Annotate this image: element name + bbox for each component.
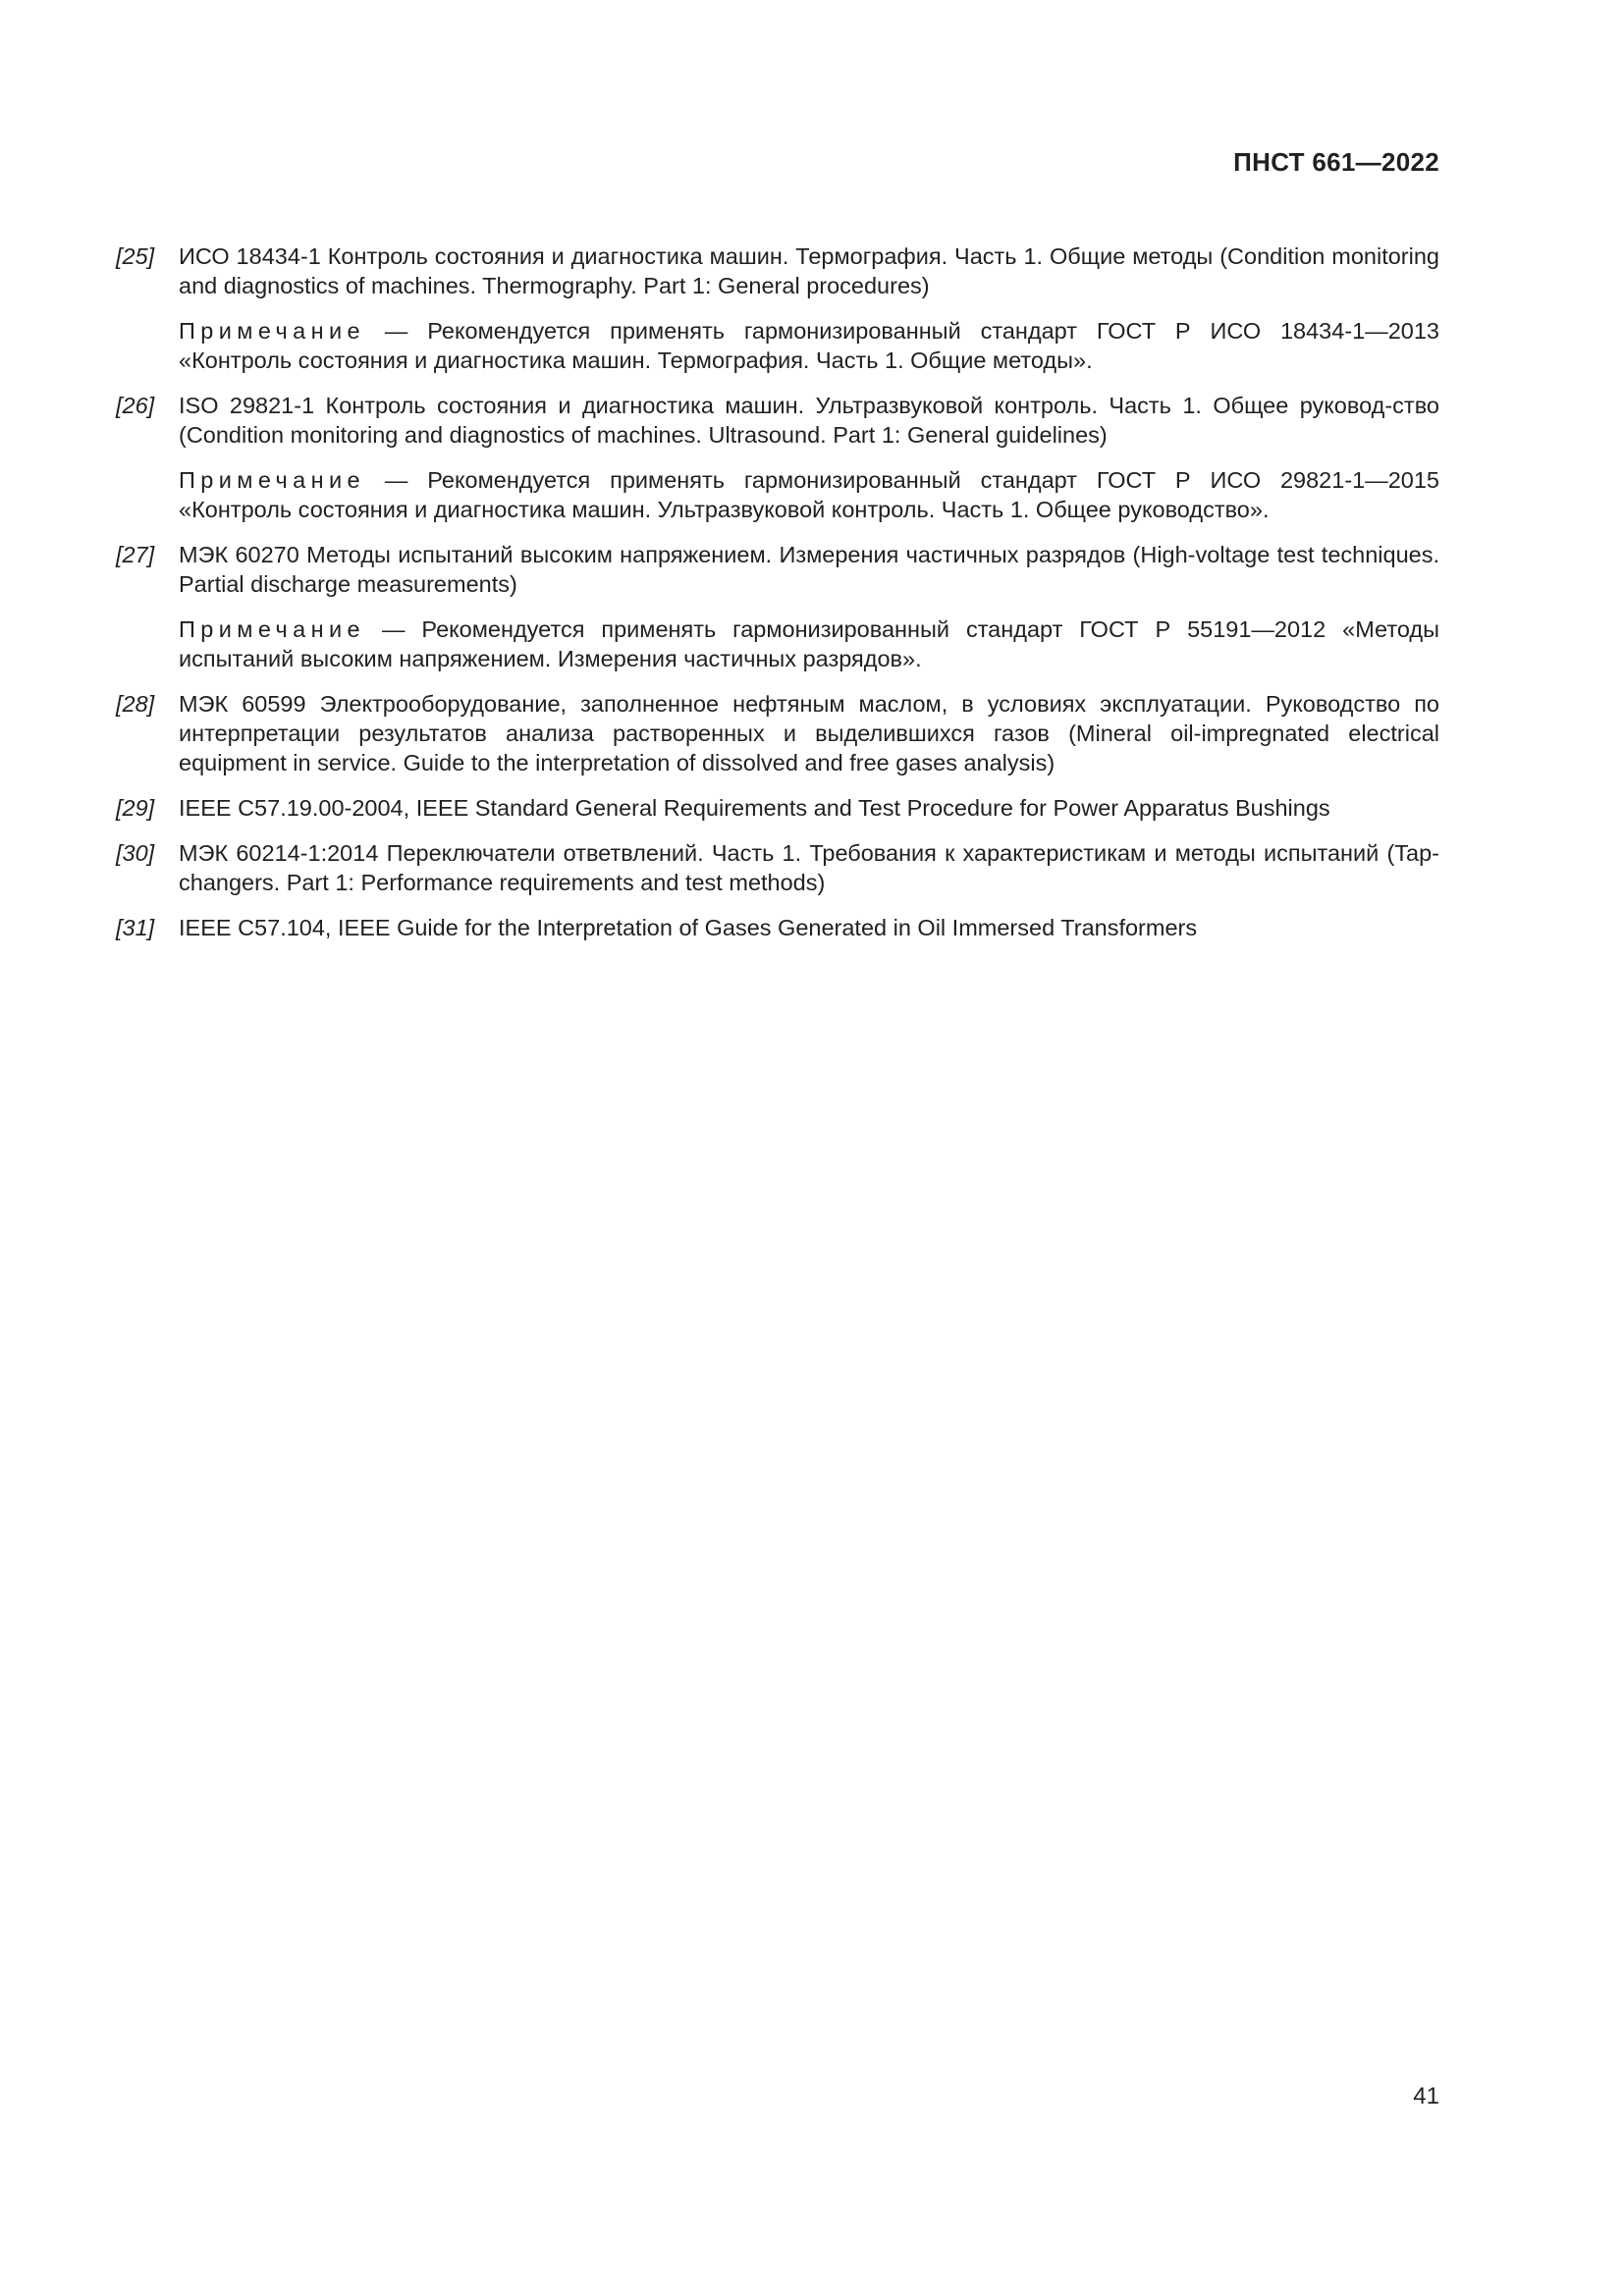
page-number: 41 <box>1413 2083 1439 2109</box>
reference-body <box>179 913 1439 942</box>
reference-item-29 <box>116 793 1439 823</box>
reference-number: [30] <box>116 840 155 866</box>
reference-body <box>179 391 1439 524</box>
reference-item-25 <box>116 241 1439 375</box>
reference-note <box>179 614 1439 673</box>
reference-number: [26] <box>116 393 155 418</box>
reference-note <box>179 465 1439 524</box>
reference-item-31 <box>116 913 1439 942</box>
reference-body <box>179 689 1439 777</box>
reference-item-27 <box>116 540 1439 673</box>
note-text: — Рекомендуется применять гармонизированный стандарт ГОСТ Р ИСО 18434-1—2013 «Контроль состояния и диагностика машин. Термография. Часть 1. Общие методы». <box>179 318 1439 373</box>
note-label: Примечание <box>179 318 366 344</box>
note-text: — Рекомендуется применять гармонизированный стандарт ГОСТ Р ИСО 29821-1—2015 «Контроль состояния и диагностика машин. Ультразвуковой контроль. Часть 1. Общее руководство». <box>179 467 1439 522</box>
reference-text: МЭК 60214-1:2014 Переключатели ответвлений. Часть 1. Требования к характеристикам и методы испытаний (Tap-changers. Part 1: Performance requirements and test methods) <box>179 840 1439 895</box>
reference-note <box>179 316 1439 375</box>
reference-text: ИСО 18434-1 Контроль состояния и диагностика машин. Термография. Часть 1. Общие методы (Condition monitoring and diagnostics of machines. Thermography. Part 1: General procedures) <box>179 243 1439 298</box>
reference-number: [31] <box>116 915 155 940</box>
reference-text: МЭК 60270 Методы испытаний высоким напряжением. Измерения частичных разрядов (High-voltage test techniques. Partial discharge measurements) <box>179 542 1439 597</box>
reference-number: [27] <box>116 542 155 567</box>
document-code-header: ПНСТ 661—2022 <box>1233 147 1439 177</box>
reference-body <box>179 838 1439 897</box>
reference-text: МЭК 60599 Электрооборудование, заполненное нефтяным маслом, в условиях эксплуатации. Руководство по интерпретации результатов анализа растворенных и выделившихся газов (Mineral oil-impregnated electrical equipment in service. Guide to the interpretation of dissolved and free gases analysis) <box>179 691 1439 775</box>
reference-number: [25] <box>116 243 155 269</box>
reference-body <box>179 793 1439 823</box>
reference-text: ISO 29821-1 Контроль состояния и диагностика машин. Ультразвуковой контроль. Часть 1. Общее руковод-ство (Condition monitoring and diagnostics of machines. Ultrasound. Part 1: General guidelines) <box>179 393 1439 448</box>
bibliography-list <box>116 241 1439 958</box>
note-text: — Рекомендуется применять гармонизированный стандарт ГОСТ Р 55191—2012 «Методы испытаний высоким напряжением. Измерения частичных разрядов». <box>179 616 1439 671</box>
reference-text: IEEE C57.104, IEEE Guide for the Interpretation of Gases Generated in Oil Immersed Transformers <box>179 915 1198 940</box>
reference-item-26 <box>116 391 1439 524</box>
reference-number: [28] <box>116 691 155 717</box>
reference-body <box>179 241 1439 375</box>
reference-body <box>179 540 1439 673</box>
reference-text: IEEE C57.19.00-2004, IEEE Standard General Requirements and Test Procedure for Power Apparatus Bushings <box>179 795 1330 821</box>
reference-item-30 <box>116 838 1439 897</box>
note-label: Примечание <box>179 616 366 642</box>
note-label: Примечание <box>179 467 366 493</box>
reference-item-28 <box>116 689 1439 777</box>
reference-number: [29] <box>116 795 155 821</box>
